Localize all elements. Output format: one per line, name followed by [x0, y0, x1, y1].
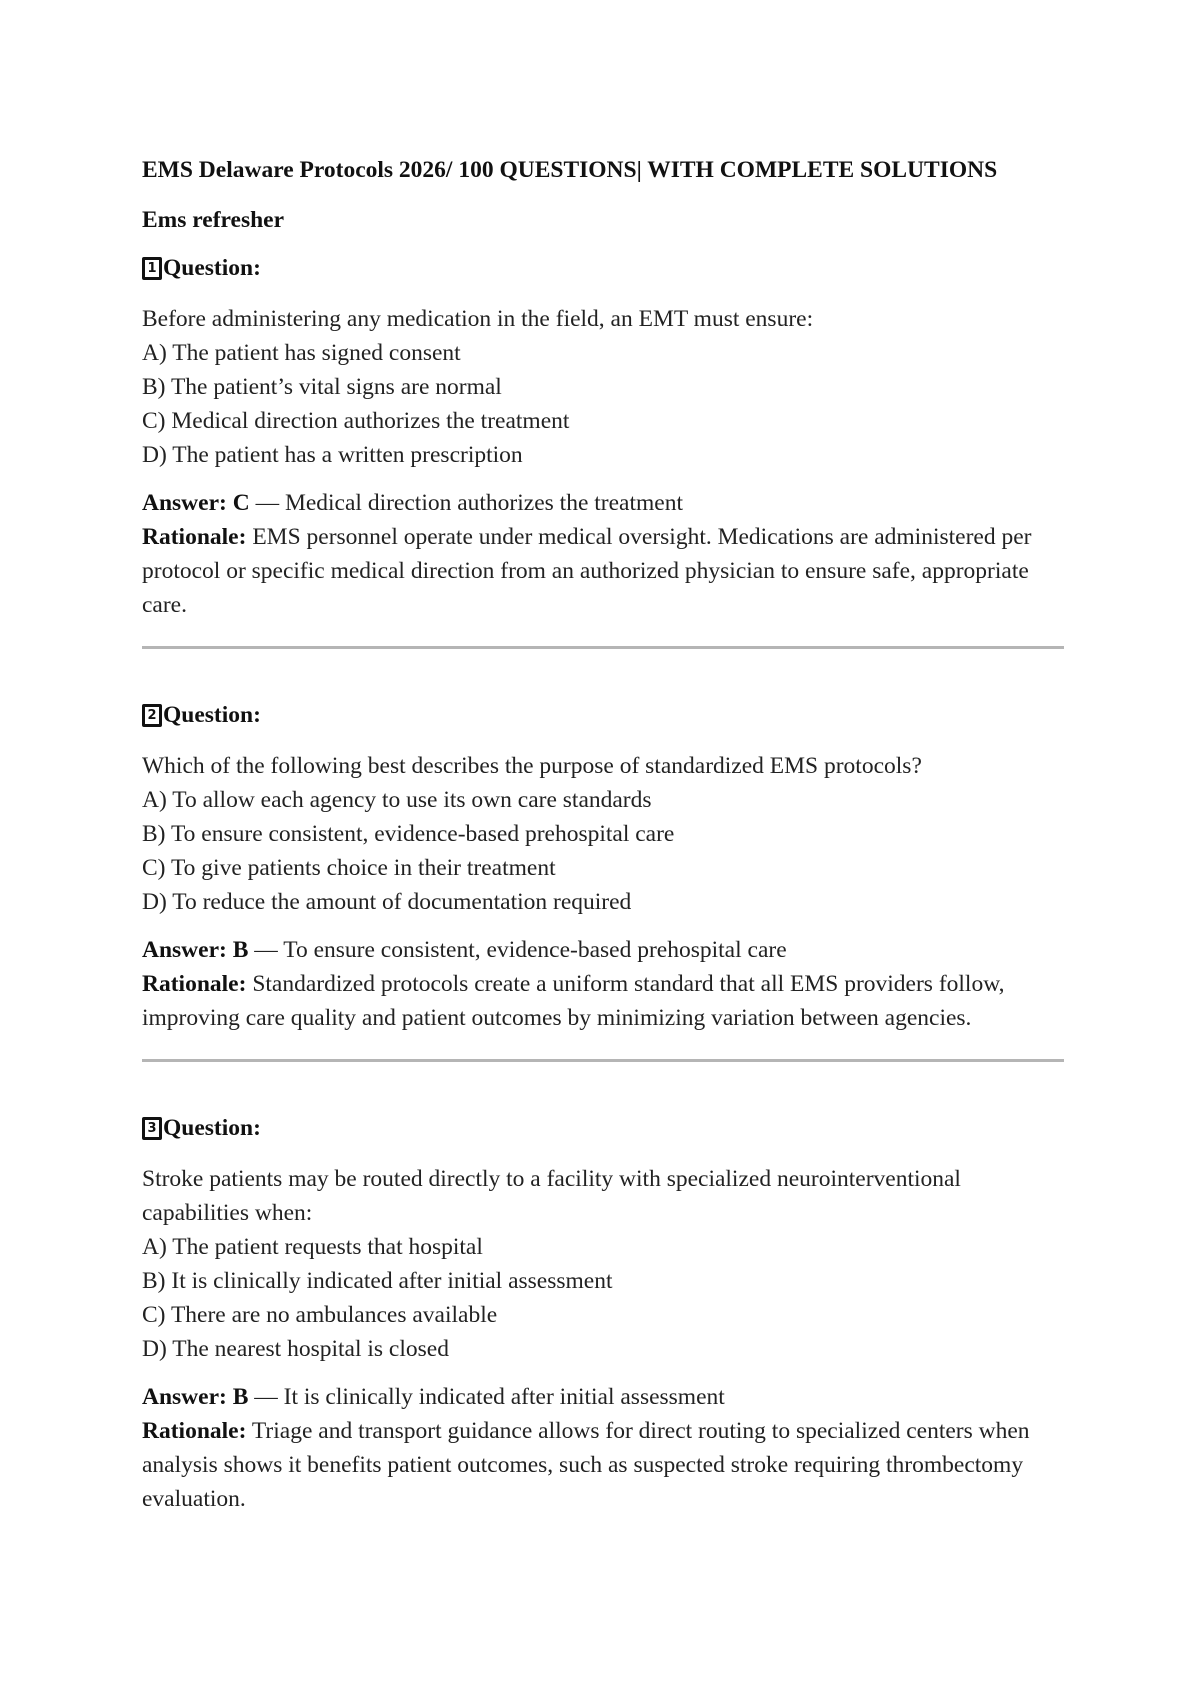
option-b: B) It is clinically indicated after initial assessment	[142, 1268, 613, 1294]
option-b: B) The patient’s vital signs are normal	[142, 374, 502, 400]
answer-label: Answer:	[142, 1384, 227, 1410]
question-body	[142, 749, 1066, 919]
option-a: A) The patient has signed consent	[142, 340, 461, 366]
question-label: Question:	[163, 255, 261, 281]
question-label: Question:	[163, 1115, 261, 1141]
rationale-label: Rationale:	[142, 971, 247, 997]
rationale-label: Rationale:	[142, 524, 247, 550]
rationale-text: EMS personnel operate under medical oversight. Medications are administered per protocol or specific medical direction from an authorized physician to ensure safe, appropriate care.	[142, 524, 1032, 618]
option-c: C) There are no ambulances available	[142, 1302, 498, 1328]
rationale-line	[142, 967, 1066, 1035]
rationale-line	[142, 1414, 1066, 1516]
question-body	[142, 302, 1066, 472]
document-title: EMS Delaware Protocols 2026/ 100 QUESTIONS| WITH COMPLETE SOLUTIONS	[142, 157, 998, 183]
answer-text: — Medical direction authorizes the treatment	[249, 490, 683, 516]
question-number-icon: 2	[142, 704, 162, 727]
question-text: Which of the following best describes the purpose of standardized EMS protocols?	[142, 753, 922, 779]
question-number-icon: 1	[142, 257, 162, 280]
option-c: C) To give patients choice in their treatment	[142, 855, 556, 881]
rationale-line	[142, 520, 1066, 622]
question-block-3	[142, 1112, 1066, 1516]
question-label: Question:	[163, 702, 261, 728]
answer-line	[142, 1380, 1066, 1414]
question-text: Before administering any medication in the field, an EMT must ensure:	[142, 306, 814, 332]
question-block-1	[142, 252, 1066, 622]
rationale-label: Rationale:	[142, 1418, 247, 1444]
answer-label: Answer:	[142, 937, 227, 963]
answer-letter: C	[232, 490, 250, 516]
question-heading	[142, 1112, 1066, 1144]
section-divider	[142, 1059, 1064, 1062]
option-b: B) To ensure consistent, evidence-based prehospital care	[142, 821, 675, 847]
answer-text: — It is clinically indicated after initial assessment	[248, 1384, 725, 1410]
question-block-2	[142, 699, 1066, 1035]
option-d: D) The nearest hospital is closed	[142, 1336, 449, 1362]
answer-text: — To ensure consistent, evidence-based prehospital care	[248, 937, 787, 963]
rationale-text: Triage and transport guidance allows for direct routing to specialized centers when analysis shows it benefits patient outcomes, such as suspected stroke requiring thrombectomy evaluation.	[142, 1418, 1030, 1512]
answer-letter: B	[232, 937, 249, 963]
answer-line	[142, 933, 1066, 967]
question-text: Stroke patients may be routed directly to a facility with specialized neurointerventional capabilities when:	[142, 1166, 961, 1226]
question-number-icon: 3	[142, 1117, 162, 1140]
option-c: C) Medical direction authorizes the treatment	[142, 408, 570, 434]
question-heading	[142, 252, 1066, 284]
answer-label: Answer:	[142, 490, 227, 516]
option-a: A) To allow each agency to use its own care standards	[142, 787, 652, 813]
option-d: D) The patient has a written prescription	[142, 442, 523, 468]
document-subtitle: Ems refresher	[142, 207, 285, 233]
section-divider	[142, 646, 1064, 649]
question-heading	[142, 699, 1066, 731]
answer-letter: B	[232, 1384, 249, 1410]
option-a: A) The patient requests that hospital	[142, 1234, 483, 1260]
option-d: D) To reduce the amount of documentation required	[142, 889, 632, 915]
rationale-text: Standardized protocols create a uniform standard that all EMS providers follow, improving care quality and patient outcomes by minimizing variation between agencies.	[142, 971, 1005, 1031]
question-body	[142, 1162, 1066, 1366]
answer-line	[142, 486, 1066, 520]
